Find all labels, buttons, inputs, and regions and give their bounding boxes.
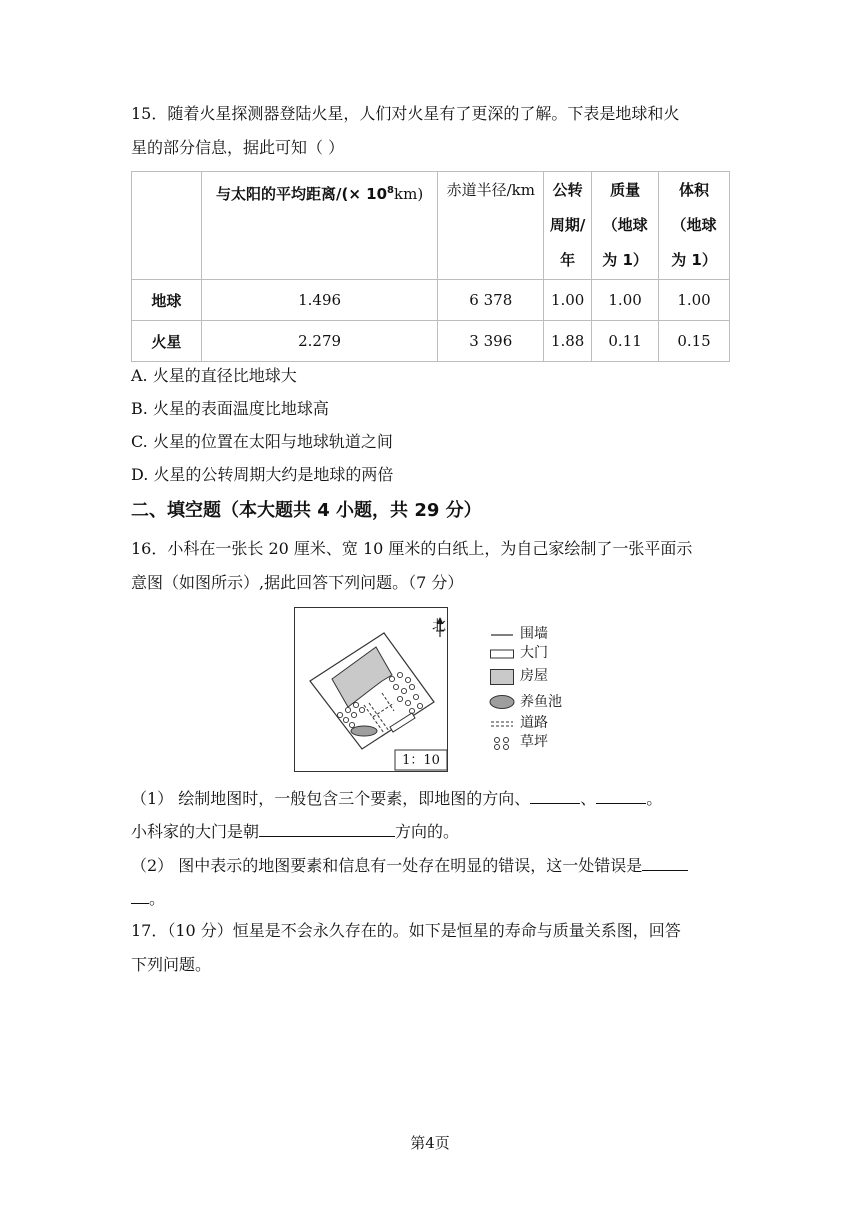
answer-blank[interactable] <box>131 887 149 904</box>
house-rect-icon <box>489 667 515 687</box>
row-label: 地球 <box>132 280 202 321</box>
wall-line-icon <box>489 628 515 642</box>
cell-period: 1.00 <box>544 280 592 321</box>
table-row-mars <box>132 321 730 362</box>
legend-item-pond: 养鱼池 <box>489 690 562 714</box>
q15-option-c: C. 火星的位置在太阳与地球轨道之间 <box>131 432 393 451</box>
road-dashes-icon <box>489 717 515 731</box>
house-plan-map <box>294 607 448 772</box>
answer-blank[interactable] <box>259 820 395 837</box>
legend-item-gate: 大门 <box>489 644 562 663</box>
header-volume: 体积 （地球 为 1） <box>659 172 730 280</box>
cell-distance: 2.279 <box>201 321 438 362</box>
header-radius: 赤道半径/km <box>438 172 544 280</box>
legend-item-lawn: 草坪 <box>489 733 562 752</box>
pond-shape <box>351 726 377 736</box>
answer-blank[interactable] <box>596 787 646 804</box>
cell-period: 1.88 <box>544 321 592 362</box>
cell-mass: 1.00 <box>592 280 659 321</box>
lawn-circles-icon <box>489 736 515 750</box>
cell-distance: 1.496 <box>201 280 438 321</box>
gate-rect-icon <box>489 647 515 661</box>
q16-stem-line1: 16．小科在一张长 20 厘米、宽 10 厘米的白纸上，为自己家绘制了一张平面示 <box>131 539 693 558</box>
cell-volume: 0.15 <box>659 321 730 362</box>
section-title: 二、填空题（本大题共 4 小题，共 29 分） <box>131 500 482 521</box>
q15-option-b: B. 火星的表面温度比地球高 <box>131 399 329 418</box>
planet-info-table <box>131 171 730 362</box>
q15-option-a: A. 火星的直径比地球大 <box>131 366 297 385</box>
header-mass: 质量 （地球 为 1） <box>592 172 659 280</box>
header-empty-cell <box>132 172 202 280</box>
q16-sub2: （2） 图中表示的地图要素和信息有一处存在明显的错误，这一处错误是 <box>131 854 688 877</box>
map-legend <box>489 625 562 752</box>
q16-sub1b: 小科家的大门是朝 方向的。 <box>131 822 460 841</box>
header-period: 公转 周期/ 年 <box>544 172 592 280</box>
cell-radius: 6 378 <box>438 280 544 321</box>
table-row-earth <box>132 280 730 321</box>
q16-stem-line2: 意图（如图所示）,据此回答下列问题。（7 分） <box>131 573 464 592</box>
q16-sub2-cont: 。 <box>131 887 165 910</box>
map-scale: 1：10 <box>402 753 440 768</box>
cell-mass: 0.11 <box>592 321 659 362</box>
cell-volume: 1.00 <box>659 280 730 321</box>
pond-ellipse-icon <box>489 693 515 711</box>
q16-sub1: （1） 绘制地图时，一般包含三个要素，即地图的方向、 、 。 <box>131 789 663 808</box>
q17-stem-line1: 17．（10 分）恒星是不会永久存在的。如下是恒星的寿命与质量关系图，回答 <box>131 921 681 940</box>
page-number: 第4页 <box>410 1134 450 1152</box>
north-label: 北 <box>432 618 446 634</box>
table-header-row <box>132 172 730 280</box>
answer-blank[interactable] <box>530 787 580 804</box>
q15-option-d: D. 火星的公转周期大约是地球的两倍 <box>131 465 394 484</box>
legend-item-house: 房屋 <box>489 663 562 690</box>
cell-radius: 3 396 <box>438 321 544 362</box>
row-label: 火星 <box>132 321 202 362</box>
header-distance: 与太阳的平均距离/(× $10^8km$) <box>201 172 438 280</box>
house-plan-svg <box>294 607 448 772</box>
q15-stem-line2: 星的部分信息，据此可知（ ） <box>131 138 345 157</box>
legend-item-road: 道路 <box>489 714 562 733</box>
q17-stem-line2: 下列问题。 <box>131 955 212 974</box>
q15-stem-line1: 15．随着火星探测器登陆火星，人们对火星有了更深的了解。下表是地球和火 <box>131 104 680 123</box>
answer-blank[interactable] <box>642 854 688 871</box>
legend-item-wall: 围墙 <box>489 625 562 644</box>
